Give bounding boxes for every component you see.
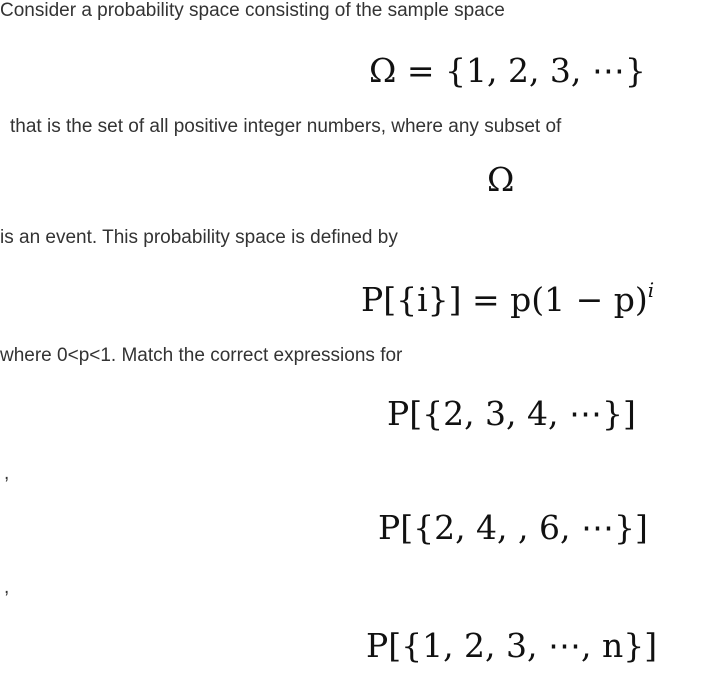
sample-space-equation: Ω = {1, 2, 3, ⋯}	[369, 51, 646, 90]
omega-symbol: Ω	[487, 160, 515, 199]
expression-two: P[{2, 4, , 6, ⋯}]	[378, 508, 648, 547]
match-instruction-text: where 0<p<1. Match the correct expressions for	[0, 345, 403, 366]
expression-one: P[{2, 3, 4, ⋯}]	[387, 394, 636, 433]
probability-definition-exponent: i	[647, 278, 655, 302]
positive-integers-text: that is the set of all positive integer numbers, where any subset of	[10, 116, 562, 137]
separator-comma-1: ,	[4, 463, 10, 484]
probability-definition-equation	[361, 280, 654, 320]
event-definition-text: is an event. This probability space is defined by	[0, 227, 398, 248]
expression-three: P[{1, 2, 3, ⋯, n}]	[366, 626, 658, 665]
intro-text: Consider a probability space consisting of the sample space	[0, 0, 505, 21]
separator-comma-2: ,	[4, 577, 10, 598]
probability-definition-base: P[{i}] = p(1 − p)	[361, 280, 648, 319]
